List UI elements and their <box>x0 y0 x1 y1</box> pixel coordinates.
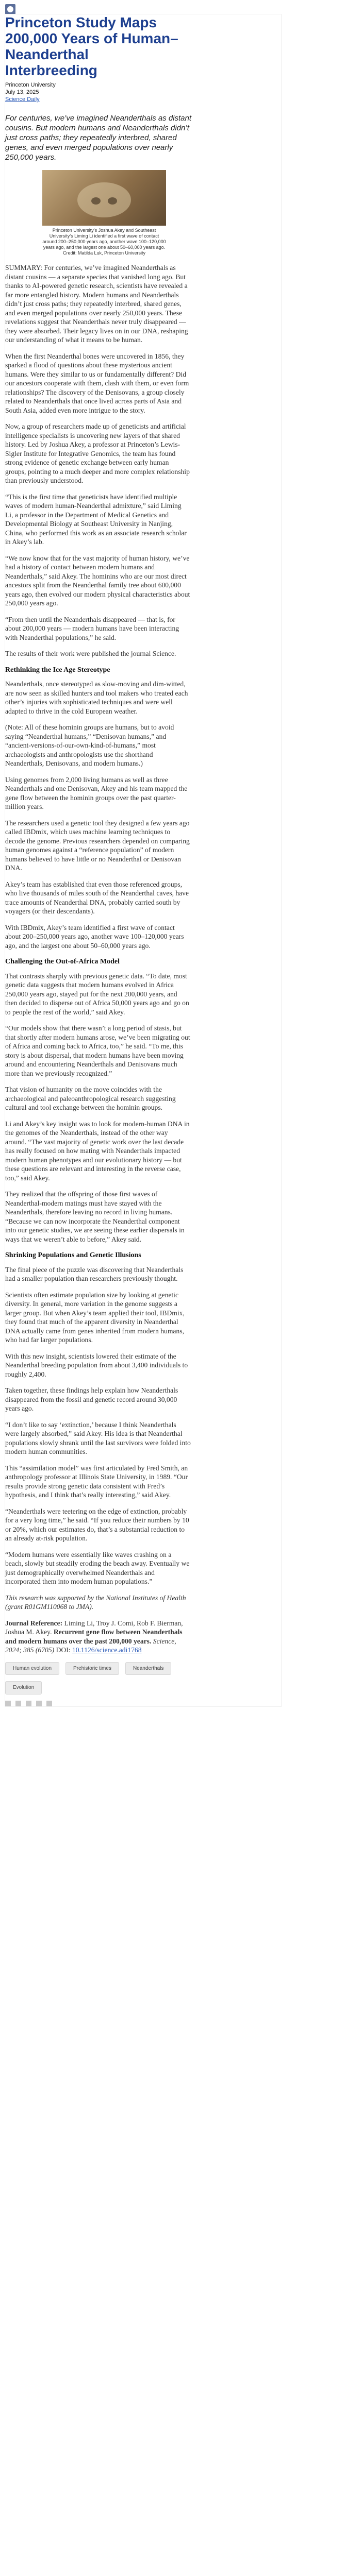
paragraph: Now, a group of researchers made up of geneticists and artificial intelligence specialists is uncovering new layers of that shared history. Led by Joshua Akey, a professor at Princeton’s Lewis-Sigler Institute for Integrative Genomics, the team has found strong evidence of genetic exchange between early human groups, pointing to a much deeper and more complex relationship than previously understood. <box>5 422 190 484</box>
paragraph: “Modern humans were essentially like waves crashing on a beach, slowly but steadily eroding the beach away. Eventually we just demographically overwhelmed Neanderthals and incorporated them into modern human populations.” <box>5 1550 190 1585</box>
share-bar <box>5 1701 191 1706</box>
reference-title: Recurrent gene flow between Neanderthals and modern humans over the past 200,000 years. <box>5 1628 183 1645</box>
paragraph: Using genomes from 2,000 living humans as well as three Neanderthals and one Denisovan, Akey and his team mapped the gene flow between the hominin groups over the past quarter-million years. <box>5 775 188 810</box>
article-figure <box>42 170 166 256</box>
figure-image <box>42 170 166 226</box>
paragraph: (Note: All of these hominin groups are humans, but to avoid saying “Neanderthal humans,” “Denisovan humans,” and “ancient-versions-of-our-own-kind-of-humans,” most archaeologists and anthropologists use the shorthand Neanderthals, Denisovans, and modern humans.) <box>5 723 174 767</box>
paragraph: That contrasts sharply with previous genetic data. “To date, most genetic data suggests that modern humans evolved in Africa 250,000 years ago, stayed put for the next 200,000 years, and then decided to disperse out of Africa 50,000 years ago and go on to people the rest of the world,” said Akey. <box>5 972 189 1016</box>
section-heading: Shrinking Populations and Genetic Illusions <box>5 1251 141 1259</box>
section-heading: Challenging the Out-of-Africa Model <box>5 958 120 965</box>
source-link[interactable]: Science Daily <box>5 96 40 103</box>
site-logo[interactable] <box>5 4 15 14</box>
paragraph: With IBDmix, Akey’s team identified a first wave of contact about 200–250,000 years ago, another wave 100–120,000 years ago, and the largest one about 50–60,000 years ago. <box>5 923 184 950</box>
article-date: July 13, 2025 <box>5 89 39 95</box>
summary <box>5 263 191 345</box>
summary-label: SUMMARY: <box>5 264 43 272</box>
share-icon[interactable] <box>26 1701 31 1706</box>
article-body <box>5 263 191 1706</box>
article-headline: Princeton Study Maps 200,000 Years of Human–Neanderthal Interbreeding <box>5 14 178 78</box>
paragraph: The researchers used a genetic tool they designed a few years ago called IBDmix, which uses machine learning techniques to decode the genome. Previous researchers depended on comparing human genomes against a “reference population” of modern humans believed to have little or no Neanderthal or Denisovan DNA. <box>5 819 190 872</box>
paragraph: Scientists often estimate population size by looking at genetic diversity. In general, more variation in the genome suggests a larger group. But when Akey’s team applied their tool, IBDmix, they found that much of the apparent diversity in Neanderthal DNA actually came from genes inherited from modern humans, who had far larger populations. <box>5 1291 185 1344</box>
share-icon[interactable] <box>36 1701 42 1706</box>
article-source <box>5 96 281 103</box>
paragraph: Taken together, these findings help explain how Neanderthals disappeared from the fossil and genetic record around 30,000 years ago. <box>5 1386 178 1412</box>
article <box>5 14 281 1706</box>
reference-label: Journal Reference: <box>5 1619 63 1627</box>
reference-doi-label: DOI: <box>56 1646 71 1654</box>
journal-reference <box>5 1619 191 1655</box>
summary-text: For centuries, we’ve imagined Neanderthals as distant cousins — a separate species that vanished long ago. But thanks to AI-powered genetic research, scientists have revealed a far more entangled history. Modern humans and Neanderthals didn’t just cross paths; they repeatedly interbred, shared genes, and even merged populations over nearly 250,000 years. These revelations suggest that Neanderthals never truly disappeared — they were absorbed. Their legacy lives on in our DNA, reshaping our understanding of what it means to be human. <box>5 264 188 344</box>
share-icon[interactable] <box>15 1701 21 1706</box>
article-lede: For centuries, we’ve imagined Neanderthals as distant cousins. But modern humans and Neanderthals didn’t just cross paths; they repeatedly interbred, shared genes, and even merged populations over nearly 250,000 years. <box>5 114 192 162</box>
paragraph: “This is the first time that geneticists have identified multiple waves of modern human-Neanderthal admixture,” said Liming Li, a professor in the Department of Medical Genetics and Developmental Biology at Southeast University in Nanjing, China, who performed this work as an associate research scholar in Akey’s lab. <box>5 493 187 546</box>
paragraph: “Neanderthals were teetering on the edge of extinction, probably for a very long time,” he said. “If you reduce their numbers by 10 or 20%, which our estimates do, that’s a substantial reduction to an already at-risk population. <box>5 1507 189 1542</box>
tag[interactable]: Neanderthals <box>125 1662 171 1675</box>
paragraph: That vision of humanity on the move coincides with the archaeological and paleoanthropological research suggesting cultural and tool exchange between the hominin groups. <box>5 1086 176 1111</box>
paragraph: They realized that the offspring of those first waves of Neanderthal-modern matings must have stayed with the Neanderthals, therefore leaving no record in living humans. “Because we can now incorporate the Neanderthal component into our genetic studies, we are seeing these earlier dispersals in ways that we weren’t able to before,” Akey said. <box>5 1190 185 1243</box>
tag[interactable]: Prehistoric times <box>65 1662 119 1675</box>
share-icon[interactable] <box>46 1701 52 1706</box>
reference-authors: Liming Li, Troy J. Comi, Rob F. Bierman, Joshua M. Akey. <box>5 1619 183 1636</box>
paragraph: The final piece of the puzzle was discovering that Neanderthals had a smaller population than researchers previously thought. <box>5 1265 184 1282</box>
paragraph: Neanderthals, once stereotyped as slow-moving and dim-witted, are now seen as skilled hunters and tool makers who treated each other’s injuries with sophisticated techniques and were well adapted to thrive in the cold European weather. <box>5 680 188 715</box>
paragraph: Li and Akey’s key insight was to look for modern-human DNA in the genomes of the Neanderthals, instead of the other way around. “The vast majority of genetic work over the last decade has really focused on how mating with Neanderthals impacted modern human phenotypes and our evolutionary history — but these questions are relevant and interesting in the reverse case, too,” said Akey. <box>5 1120 190 1182</box>
paragraph: “From then until the Neanderthals disappeared — that is, for about 200,000 years — modern humans have been interacting with Neanderthal populations,” he said. <box>5 615 179 641</box>
tag[interactable]: Evolution <box>5 1681 42 1694</box>
paragraph: Akey’s team has established that even those referenced groups, who live thousands of miles south of the Neanderthal caves, have trace amounts of Neanderthal DNA, probably carried south by voyagers (or their descendants). <box>5 880 189 915</box>
share-icon[interactable] <box>5 1701 11 1706</box>
neanderthal-skull-icon <box>42 170 166 226</box>
reference-journal: Science, 2024; 385 (6705) <box>5 1637 176 1654</box>
paragraph: “Our models show that there wasn’t a long period of stasis, but that shortly after modern humans arose, we’ve been migrating out of Africa and coming back to Africa, too,” he said. “To me, this story is about dispersal, that modern humans have been moving around and encountering Neanderthals and Denisovans much more than we previously recognized.” <box>5 1024 190 1077</box>
paragraph: This “assimilation model” was first articulated by Fred Smith, an anthropology professor at Illinois State University, in 1989. “Our results provide strong genetic data consistent with Fred’s hypothesis, and I think that’s really interesting,” said Akey. <box>5 1464 188 1499</box>
paragraph: “We now know that for the vast majority of human history, we’ve had a history of contact between modern humans and Neanderthals,” said Akey. The hominins who are our most direct ancestors split from the Neanderthal family tree about 600,000 years ago, then evolved our modern physical characteristics about 250,000 years ago. <box>5 554 190 607</box>
paragraph: When the first Neanderthal bones were uncovered in 1856, they sparked a flood of questions about these mysterious ancient humans. Were they similar to us or fundamentally different? Did our ancestors cooperate with them, clash with them, or even form relationships? The discovery of the Denisovans, a group closely related to Neanderthals that once lived across parts of Asia and South Asia, added even more intrigue to the story. <box>5 352 189 414</box>
reference-doi-link[interactable]: 10.1126/science.adi1768 <box>72 1646 142 1654</box>
article-meta <box>5 81 281 103</box>
section-heading: Rethinking the Ice Age Stereotype <box>5 666 110 674</box>
paragraph: With this new insight, scientists lowered their estimate of the Neanderthal breeding population from about 3,400 individuals to roughly 2,400. <box>5 1352 188 1378</box>
tag[interactable]: Human evolution <box>5 1662 59 1675</box>
tag-list <box>5 1662 191 1694</box>
paragraph: “I don’t like to say ‘extinction,’ because I think Neanderthals were largely absorbed,” said Akey. His idea is that Neanderthal populations slowly shrank until the last survivors were folded into modern human communities. <box>5 1420 191 1455</box>
figure-caption: Princeton University’s Joshua Akey and Southeast University’s Liming Li identified a first wave of contact around 200–250,000 years ago, another wave 100–120,000 years ago, and the largest one about 50–60,000 years ago. Credit: Matilda Luk, Princeton University <box>42 228 166 256</box>
funding-note: This research was supported by the National Institutes of Health (grant R01GM110068 to JMA). <box>5 1594 186 1611</box>
paragraph: The results of their work were published the journal Science. <box>5 650 176 657</box>
article-institution: Princeton University <box>5 82 56 88</box>
